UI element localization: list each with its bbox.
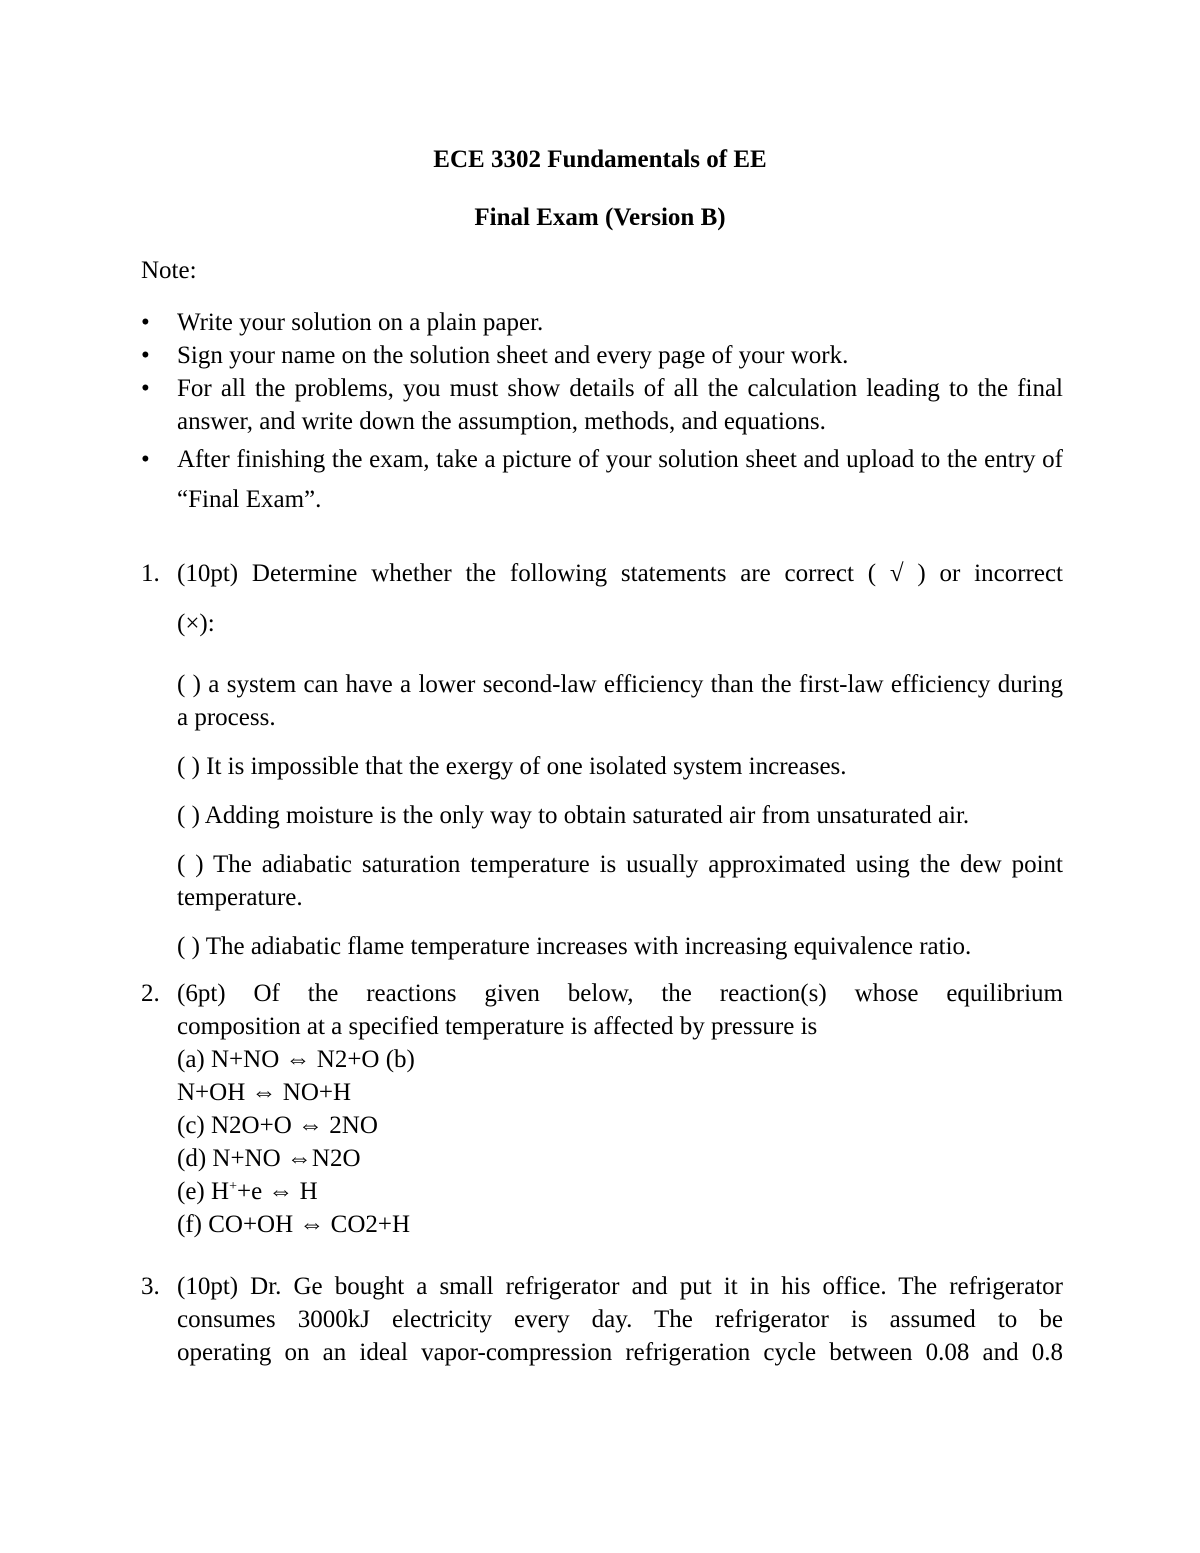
option-e-suffix: +e ⇔ H [236,1178,318,1205]
instruction-item [141,339,1063,372]
instruction-item [141,440,1063,520]
question-prompt: (6pt) Of the reactions given below, the reaction(s) whose equilibrium [177,980,1063,1007]
exam-title: Final Exam (Version B) [474,204,726,231]
option-f: (f) CO+OH ⇔ CO2+H [177,1211,411,1238]
question-number: 1. [141,560,160,587]
note-label: Note: [141,257,197,284]
instructions-list [141,306,1063,520]
question-text-line: (10pt) Dr. Ge bought a small refrigerator and put it in his office. The refrigerator [177,1273,1063,1300]
question-prompt: (10pt) Determine whether the following statements are correct ( √ ) or incorrect [177,560,1063,587]
question-2 [141,977,1063,1241]
option-e-prefix: (e) H [177,1178,230,1205]
instruction-text: Sign your name on the solution sheet and every page of your work. [177,342,849,369]
question-number: 3. [141,1273,160,1300]
question-number: 2. [141,980,160,1007]
question-text-line: operating on an ideal vapor-compression refrigeration cycle between 0.08 and 0.8 [177,1339,1063,1366]
option-d: (d) N+NO ⇔N2O [177,1145,361,1172]
bullet-icon: • [141,446,150,473]
statement-3: ( ) Adding moisture is the only way to obtain saturated air from unsaturated air. [177,802,970,829]
question-1 [141,557,1063,963]
bullet-icon: • [141,342,150,369]
instruction-item [141,372,1063,438]
statement-2: ( ) It is impossible that the exergy of one isolated system increases. [177,753,847,780]
option-b: N+OH ⇔ NO+H [177,1079,352,1106]
statement-5: ( ) The adiabatic flame temperature increases with increasing equivalence ratio. [177,933,972,960]
question-text-line: consumes 3000kJ electricity every day. The refrigerator is assumed to be [177,1306,1063,1333]
instruction-text: For all the problems, you must show details of all the calculation leading to the final answer, and write down the assumption, methods, and equations. [177,375,1063,435]
question-prompt-cont: (×): [177,610,215,637]
statement-1: ( ) a system can have a lower second-law efficiency than the first-law efficiency during a process. [177,671,1063,731]
statement-4: ( ) The adiabatic saturation temperature is usually approximated using the dew point temperature. [177,851,1063,911]
instruction-text: Write your solution on a plain paper. [177,309,544,336]
option-e [177,1175,1063,1208]
bullet-icon: • [141,375,150,402]
bullet-icon: • [141,309,150,336]
course-title: ECE 3302 Fundamentals of EE [433,146,767,173]
instruction-text: After finishing the exam, take a picture of your solution sheet and upload to the entry of “Final Exam”. [177,446,1063,513]
question-3 [141,1270,1063,1369]
option-e-superscript: + [229,1179,237,1194]
option-a: (a) N+NO ⇔ N2+O (b) [177,1046,415,1073]
option-c: (c) N2O+O ⇔ 2NO [177,1112,378,1139]
instruction-item [141,306,1063,339]
question-prompt-cont: composition at a specified temperature is affected by pressure is [177,1013,818,1040]
